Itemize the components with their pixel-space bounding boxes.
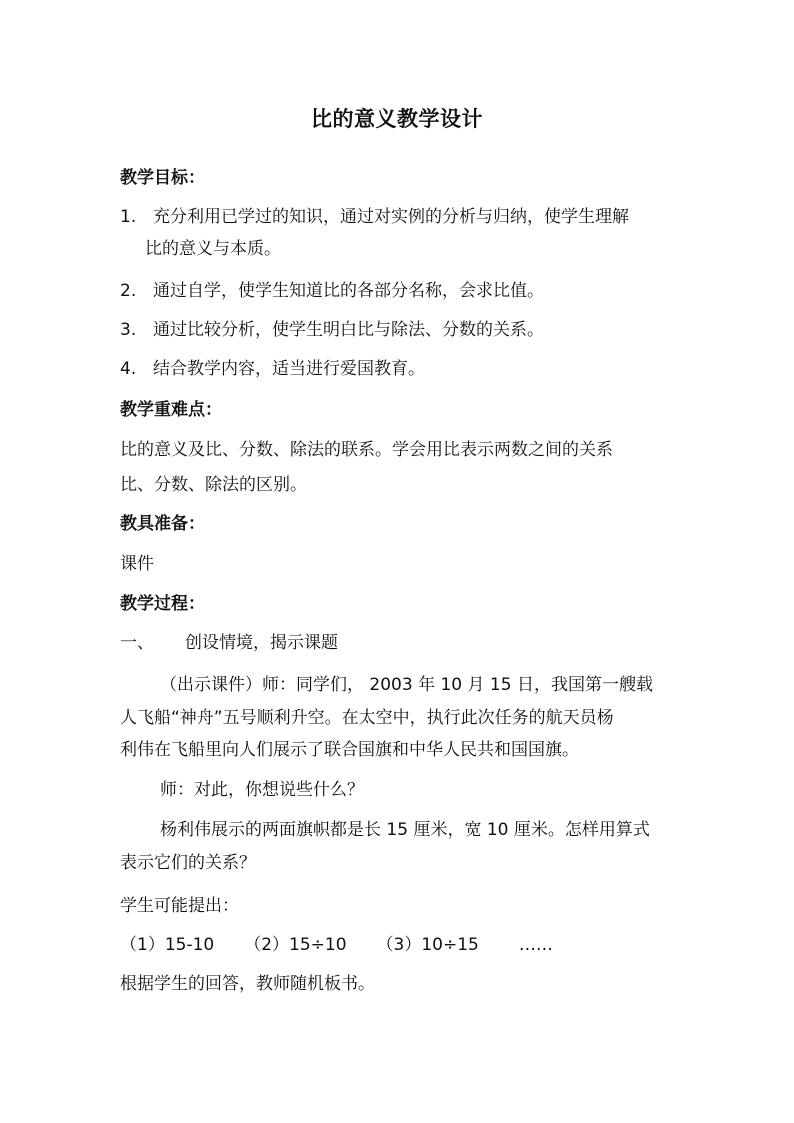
goal-item-1 [120, 205, 629, 229]
paragraph-5: 根据学生的回答，教师随机板书。 [120, 974, 375, 994]
key-points-line-1: 比的意义及比、分数、除法的联系。学会用比表示两数之间的关系 [120, 440, 613, 460]
document-title: 比的意义教学设计 [311, 107, 483, 131]
paragraph-1-line-1: （出示课件）师：同学们， 2003 年 10 月 15 日，我国第一艘载 [160, 675, 653, 695]
answer-item: （3）10÷15 [376, 935, 479, 955]
step-number: 一、 [120, 633, 154, 653]
goal-text: 通过自学，使学生知道比的各部分名称，会求比值。 [153, 281, 544, 301]
goal-number: 4. [120, 359, 137, 379]
answer-item: （1）15-10 [120, 935, 215, 955]
process-heading: 教学过程： [120, 594, 205, 614]
goal-item-4 [120, 357, 425, 381]
answer-item: （2）15÷10 [244, 935, 347, 955]
goal-item-1-continued: 比的意义与本质。 [145, 239, 281, 259]
goal-number: 1. [120, 207, 137, 227]
goal-item-2 [120, 279, 544, 303]
paragraph-1-line-3: 利伟在飞船里向人们展示了联合国旗和中华人民共和国国旗。 [120, 740, 579, 760]
ellipsis: …… [518, 935, 553, 955]
key-points-line-2: 比、分数、除法的区别。 [120, 475, 307, 495]
goal-item-3 [120, 318, 544, 342]
goal-text: 结合教学内容，适当进行爱国教育。 [153, 359, 425, 379]
paragraph-2: 师：对此，你想说些什么？ [160, 780, 364, 800]
key-points-heading: 教学重难点： [120, 400, 222, 420]
paragraph-3-line-1: 杨利伟展示的两面旗帜都是长 15 厘米，宽 10 厘米。怎样用算式 [160, 820, 650, 840]
paragraph-1-line-2: 人飞船“神舟”五号顺利升空。在太空中，执行此次任务的航天员杨 [120, 708, 614, 728]
goals-heading: 教学目标： [120, 168, 205, 188]
paragraph-4: 学生可能提出： [120, 896, 239, 916]
step-text: 创设情境，揭示课题 [185, 633, 338, 653]
goal-number: 3. [120, 320, 137, 340]
tools-text: 课件 [120, 554, 154, 574]
goal-text: 通过比较分析，使学生明白比与除法、分数的关系。 [153, 320, 544, 340]
tools-heading: 教具准备： [120, 514, 205, 534]
answers-line [120, 933, 553, 957]
paragraph-3-line-2: 表示它们的关系？ [120, 853, 256, 873]
goal-number: 2. [120, 281, 137, 301]
goal-text: 充分利用已学过的知识，通过对实例的分析与归纳，使学生理解 [153, 207, 629, 227]
step-1 [120, 631, 338, 655]
